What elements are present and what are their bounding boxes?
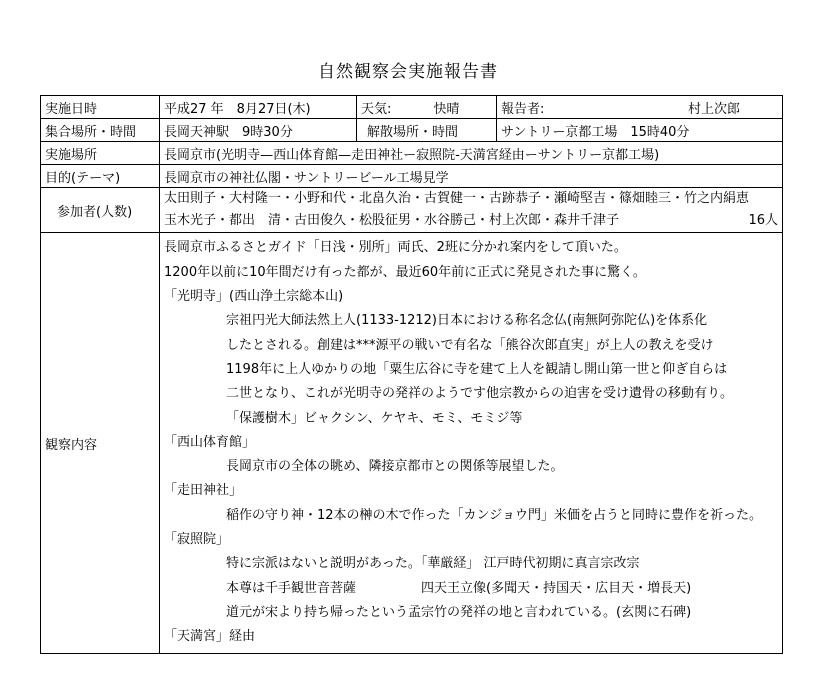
row-gather — [41, 119, 783, 142]
place-label: 実施場所 — [41, 142, 160, 165]
observation-label: 観察内容 — [41, 233, 160, 654]
gather-value: 長岡天神駅 9時30分 — [160, 119, 357, 142]
reporter-value: 村上次郎 — [687, 101, 740, 117]
participants-line-1: 太田則子・大村隆一・小野和代・北畠久治・古賀健一・古跡恭子・瀬崎堅吉・篠畑睦三・竹之内絹恵 — [164, 191, 750, 206]
participants-label: 参加者(人数) — [41, 188, 160, 233]
observation-line: 1200年以前に10年間だけ有った都が、最近60年前に正式に発見された事に驚く。 — [164, 264, 646, 280]
reporter-cell — [497, 96, 783, 119]
observation-line: 「天満宮」経由 — [164, 629, 256, 645]
participants-cell — [160, 188, 783, 233]
purpose-value: 長岡京市の神社仏閣・サントリービール工場見学 — [160, 165, 783, 188]
observation-line: 長岡京市の全体の眺め、隣接京都市との関係等展望した。 — [226, 459, 564, 475]
row-observation — [41, 233, 783, 654]
observation-line: 「光明寺」(西山浄土宗総本山) — [164, 289, 344, 305]
observation-line: 「寂照院」 — [164, 532, 230, 548]
observation-line: したとされる。創建は***源平の戦いで有名な「熊谷次郎直実」が上人の教えを受け — [226, 337, 714, 353]
row-purpose — [41, 165, 783, 188]
weather-value: 快晴 — [430, 96, 497, 119]
reporter-label: 報告者: — [501, 101, 545, 117]
observation-line: 二世となり、これが光明寺の発祥のようです他宗教からの迫害を受け遺骨の移動有り。 — [226, 386, 734, 402]
dismiss-value: サントリー京都工場 15時40分 — [497, 119, 783, 142]
observation-line: 稲作の守り神・12本の榊の木で作った「カンジョウ門」米価を占うと同時に豊作を祈った。 — [226, 507, 762, 523]
observation-content — [160, 233, 783, 654]
observation-line: 「西山体育館」 — [164, 434, 256, 450]
participants-count: 16人 — [748, 213, 778, 228]
weather-label: 天気: — [357, 96, 430, 119]
observation-line: 1198年に上人ゆかりの地「粟生広谷に寺を建て上人を観請し開山第一世と仰ぎ自らは — [226, 361, 728, 377]
observation-line: 道元が宋より持ち帰ったという孟宗竹の発祥の地と言われている。(玄関に石碑) — [226, 604, 692, 620]
report-title: 自然観察会実施報告書 — [318, 62, 498, 82]
observation-line: 特に宗派はないと説明があった。「華厳経」 江戸時代初期に真言宗改宗 — [226, 556, 640, 572]
participants-line-2: 玉木光子・都出 清・古田俊久・松股征男・水谷勝己・村上次郎・森井千津子 16人 — [164, 210, 782, 232]
row-place — [41, 142, 783, 165]
observation-line: 「保護樹木」ビャクシン、ケヤキ、モミ、モミジ等 — [226, 410, 523, 426]
observation-line: 本尊は千手観世音菩薩 四天王立像(多聞天・持国天・広目天・増長天) — [226, 580, 692, 596]
observation-line: 長岡京市ふるさとガイド「日浅・別所」両氏、2班に分かれ案内をして頂いた。 — [164, 240, 627, 256]
report-table — [40, 95, 783, 654]
observation-line: 「走田神社」 — [164, 483, 243, 499]
observation-line: 宗祖円光大師法然上人(1133-1212)日本における称名念仏(南無阿弥陀仏)を体系化 — [226, 313, 708, 329]
date-value: 平成27 年 8月27日(木) — [160, 96, 357, 119]
row-participants — [41, 188, 783, 233]
gather-label: 集合場所・時間 — [41, 119, 160, 142]
row-date — [41, 96, 783, 119]
place-value: 長岡京市(光明寺—西山体育館—走田神社ー寂照院-天満宮経由ーサントリー京都工場) — [160, 142, 783, 165]
dismiss-label: 解散場所・時間 — [357, 119, 497, 142]
date-label: 実施日時 — [41, 96, 160, 119]
purpose-label: 目的(テーマ) — [41, 165, 160, 188]
